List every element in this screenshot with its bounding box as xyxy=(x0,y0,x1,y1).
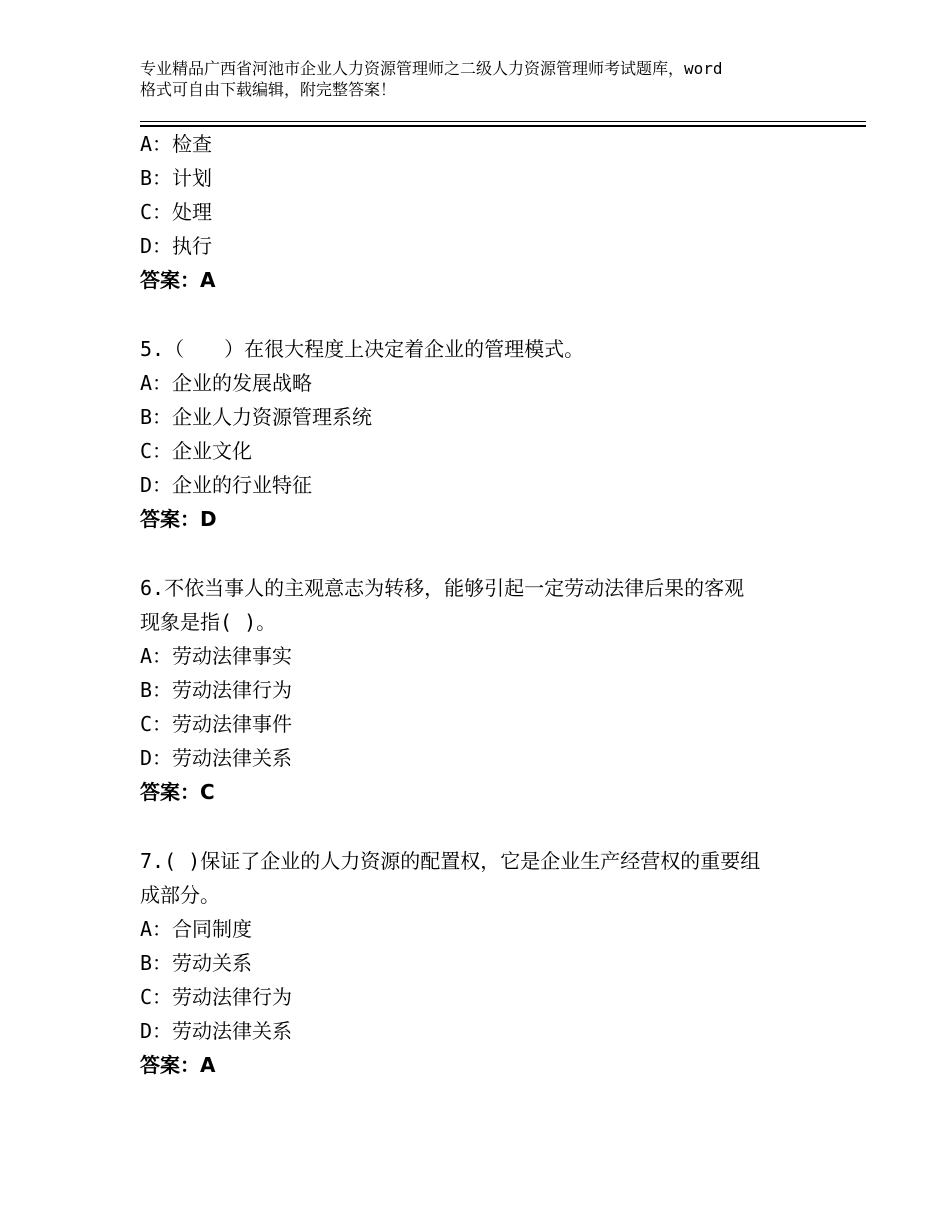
answer: 答案：D xyxy=(140,507,217,531)
option-d: D：企业的行业特征 xyxy=(140,473,313,497)
option-b: B：企业人力资源管理系统 xyxy=(140,405,373,429)
question-stem: 5.（ ）在很大程度上决定着企业的管理模式。 xyxy=(140,337,585,361)
option-a: A：检查 xyxy=(140,132,213,156)
answer: 答案：C xyxy=(140,780,215,804)
option-d: D：执行 xyxy=(140,234,213,258)
question-stem: 现象是指( )。 xyxy=(140,610,277,634)
document-header xyxy=(140,58,830,100)
header-divider xyxy=(140,121,866,122)
option-d: D：劳动法律关系 xyxy=(140,1019,293,1043)
answer: 答案：A xyxy=(140,1053,216,1077)
header-divider xyxy=(140,125,866,127)
option-a: A：企业的发展战略 xyxy=(140,371,313,395)
question-stem: 成部分。 xyxy=(140,883,220,907)
option-b: B：劳动法律行为 xyxy=(140,678,293,702)
question-stem: 7.( )保证了企业的人力资源的配置权，它是企业生产经营权的重要组 xyxy=(140,849,761,873)
option-c: C：劳动法律行为 xyxy=(140,985,293,1009)
option-c: C：企业文化 xyxy=(140,439,253,463)
option-d: D：劳动法律关系 xyxy=(140,746,293,770)
option-c: C：劳动法律事件 xyxy=(140,712,293,736)
option-c: C：处理 xyxy=(140,200,213,224)
option-a: A：合同制度 xyxy=(140,917,253,941)
header-line: 格式可自由下载编辑，附完整答案！ xyxy=(140,80,397,99)
option-b: B：计划 xyxy=(140,166,213,190)
question-stem: 6.不依当事人的主观意志为转移，能够引起一定劳动法律后果的客观 xyxy=(140,576,745,600)
header-line: 专业精品广西省河池市企业人力资源管理师之二级人力资源管理师考试题库，word xyxy=(140,59,723,78)
answer: 答案：A xyxy=(140,268,216,292)
option-a: A：劳动法律事实 xyxy=(140,644,293,668)
option-b: B：劳动关系 xyxy=(140,951,253,975)
